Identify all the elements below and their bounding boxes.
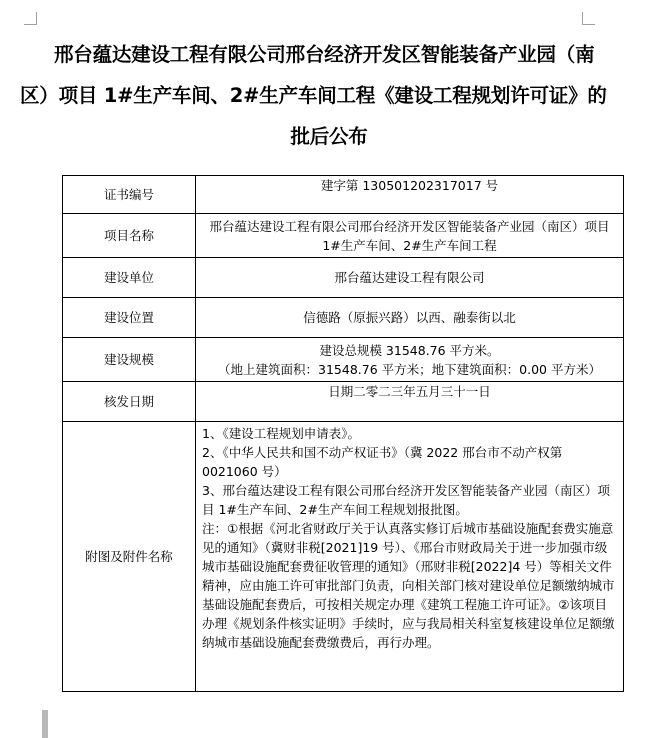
attachment-item-2: 2、《中华人民共和国不动产权证书》（冀 2022 邢台市不动产权第 0021060 号） [202, 445, 563, 479]
table-row [63, 422, 624, 692]
title-line-2: 区）项目 1#生产车间、2#生产车间工程《建设工程规划许可证》的 [20, 84, 607, 107]
unit-label: 建设单位 [63, 258, 196, 298]
project-label: 项目名称 [63, 214, 196, 258]
table-row [63, 338, 624, 382]
scale-label: 建设规模 [63, 338, 196, 382]
date-value: 日期二零二三年五月三十一日 [196, 382, 624, 422]
scale-line-2: （地上建筑面积：31548.76 平方米；地下建筑面积：0.00 平方米） [218, 361, 601, 377]
unit-value: 邢台蕴达建设工程有限公司 [196, 258, 624, 298]
table-row [63, 298, 624, 338]
table-row [63, 382, 624, 422]
attachment-item-3: 3、邢台蕴达建设工程有限公司邢台经济开发区智能装备产业园（南区）项目 1#生产车间、2#生产车间工程规划报批图。 [202, 483, 610, 517]
page-corner-mark [24, 12, 37, 25]
document-title [20, 34, 638, 157]
location-label: 建设位置 [63, 298, 196, 338]
scale-line-1: 建设总规模 31548.76 平方米。 [319, 342, 500, 358]
location-value: 信德路（原振兴路）以西、融泰街以北 [196, 298, 624, 338]
attachments-label: 附图及附件名称 [63, 422, 196, 692]
table-row [63, 214, 624, 258]
cert-no-label: 证书编号 [63, 176, 196, 214]
attachments-value [196, 422, 624, 692]
scale-value [196, 338, 624, 382]
permit-info-table [62, 175, 624, 692]
text-cursor-bar [42, 710, 48, 738]
project-value: 邢台蕴达建设工程有限公司邢台经济开发区智能装备产业园（南区）项目 1#生产车间、2#生产车间工程 [196, 214, 624, 258]
attachment-item-1: 1、《建设工程规划申请表》。 [202, 426, 360, 441]
page-corner-mark [582, 12, 595, 25]
cert-no-value: 建字第 130501202317017 号 [196, 176, 624, 214]
title-line-3: 批后公布 [290, 125, 368, 148]
title-line-1: 邢台蕴达建设工程有限公司邢台经济开发区智能装备产业园（南 [54, 43, 595, 66]
table-row [63, 258, 624, 298]
table-row [63, 176, 624, 214]
date-label: 核发日期 [63, 382, 196, 422]
attachment-note: 注：①根据《河北省财政厅关于认真落实修订后城市基础设施配套费实施意见的通知》（冀财非税[2021]19 号）、《邢台市财政局关于进一步加强市级城市基础设施配套费征收管理的通知》（邢财非税[2022]4 号）等相关文件精神，应由施工许可审批部门负责，向相关部门核对建设单位足额缴纳城市基础设施配套费后，可按相关规定办理《建筑工程施工许可证》。②该项目办理《规划条件核实证明》手续时，应与我局相关科室复核建设单位足额缴纳城市基础设施配套费缴费后，再行办理。 [202, 521, 615, 650]
